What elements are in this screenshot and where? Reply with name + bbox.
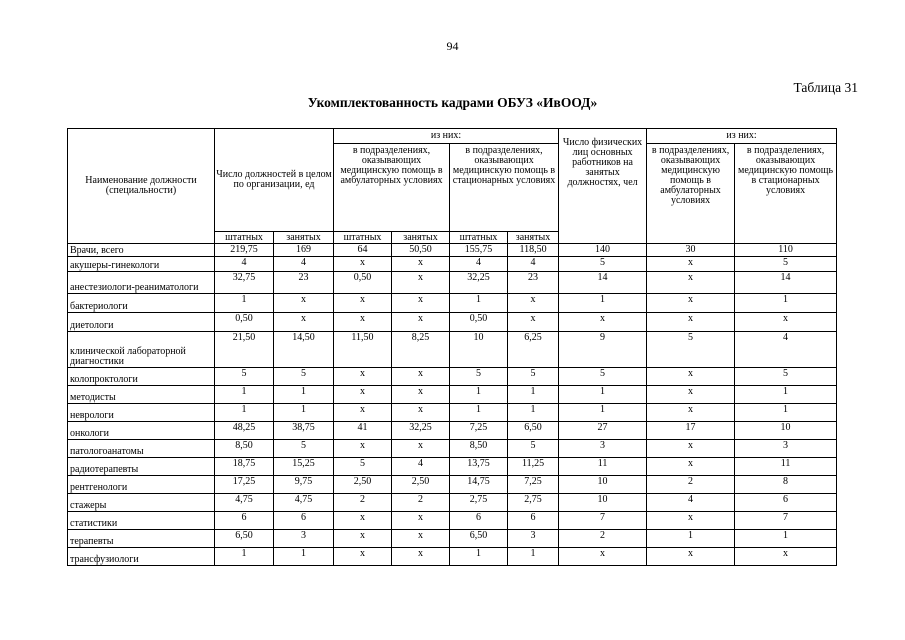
table-cell: 7,25 bbox=[450, 422, 508, 440]
table-cell: х bbox=[647, 458, 735, 476]
table-cell: х bbox=[392, 440, 450, 458]
table-cell: 8,50 bbox=[450, 440, 508, 458]
table-cell: 11,25 bbox=[508, 458, 559, 476]
table-cell: х bbox=[735, 313, 837, 332]
table-cell: 4,75 bbox=[274, 494, 334, 512]
table-row bbox=[68, 257, 837, 272]
table-cell: 27 bbox=[559, 422, 647, 440]
table-cell: 2,50 bbox=[392, 476, 450, 494]
table-cell: х bbox=[392, 257, 450, 272]
table-cell: 1 bbox=[215, 404, 274, 422]
table-cell: 7 bbox=[559, 512, 647, 530]
header-position-name: Наименование должности (специальности) bbox=[68, 129, 215, 244]
table-row bbox=[68, 272, 837, 294]
table-row bbox=[68, 548, 837, 566]
table-row bbox=[68, 404, 837, 422]
table-row bbox=[68, 422, 837, 440]
table-cell: 169 bbox=[274, 244, 334, 257]
table-row bbox=[68, 332, 837, 368]
table-cell: 1 bbox=[647, 530, 735, 548]
table-cell: 1 bbox=[274, 548, 334, 566]
table-cell: 6 bbox=[274, 512, 334, 530]
table-row bbox=[68, 494, 837, 512]
table-cell: 2,75 bbox=[508, 494, 559, 512]
table-cell: 11 bbox=[735, 458, 837, 476]
header-outpatient: в подразделениях, оказывающих медицинскую помощь в амбулаторных условиях bbox=[334, 144, 450, 232]
table-cell: 155,75 bbox=[450, 244, 508, 257]
table-cell: х bbox=[647, 368, 735, 386]
table-cell: 6,50 bbox=[215, 530, 274, 548]
table-cell: 4 bbox=[647, 494, 735, 512]
table-cell: 1 bbox=[450, 548, 508, 566]
table-cell: 8,50 bbox=[215, 440, 274, 458]
row-position-name: диетологи bbox=[68, 313, 215, 332]
table-cell: 6 bbox=[215, 512, 274, 530]
table-cell: 1 bbox=[450, 404, 508, 422]
row-position-name: методисты bbox=[68, 386, 215, 404]
table-cell: х bbox=[392, 294, 450, 313]
table-cell: 0,50 bbox=[215, 313, 274, 332]
table-cell: 2 bbox=[334, 494, 392, 512]
table-cell: х bbox=[334, 440, 392, 458]
table-cell: 7,25 bbox=[508, 476, 559, 494]
table-header bbox=[68, 129, 837, 244]
table-cell: 38,75 bbox=[274, 422, 334, 440]
table-cell: х bbox=[334, 294, 392, 313]
table-row bbox=[68, 368, 837, 386]
table-cell: 3 bbox=[274, 530, 334, 548]
table-cell: 50,50 bbox=[392, 244, 450, 257]
table-cell: х bbox=[334, 512, 392, 530]
row-position-name: терапевты bbox=[68, 530, 215, 548]
table-cell: 8 bbox=[735, 476, 837, 494]
table-cell: 5 bbox=[274, 368, 334, 386]
table-cell: 6,50 bbox=[508, 422, 559, 440]
table-cell: 1 bbox=[735, 404, 837, 422]
table-row bbox=[68, 244, 837, 257]
table-cell: 10 bbox=[559, 476, 647, 494]
table-label: Таблица 31 bbox=[793, 80, 858, 95]
page-number: 94 bbox=[446, 39, 459, 53]
table-cell: х bbox=[274, 294, 334, 313]
row-position-name: бактериологи bbox=[68, 294, 215, 313]
table-cell: 1 bbox=[559, 404, 647, 422]
table-cell: 3 bbox=[735, 440, 837, 458]
table-cell: 11 bbox=[559, 458, 647, 476]
table-cell: 48,25 bbox=[215, 422, 274, 440]
table-cell: 1 bbox=[508, 404, 559, 422]
table-cell: 5 bbox=[508, 368, 559, 386]
table-cell: 5 bbox=[559, 368, 647, 386]
table-cell: 140 bbox=[559, 244, 647, 257]
table-cell: 2 bbox=[392, 494, 450, 512]
header-persons-inpatient: в подразделениях, оказывающих медицинскую помощь в стационарных условиях bbox=[735, 144, 837, 244]
table-cell: х bbox=[647, 313, 735, 332]
table-row bbox=[68, 476, 837, 494]
table-cell: 15,25 bbox=[274, 458, 334, 476]
table-cell: 2,50 bbox=[334, 476, 392, 494]
row-position-name: статистики bbox=[68, 512, 215, 530]
table-cell: х bbox=[647, 440, 735, 458]
table-cell: 21,50 bbox=[215, 332, 274, 368]
table-cell: х bbox=[334, 530, 392, 548]
table-cell: х bbox=[334, 404, 392, 422]
subheader-staff: штатных bbox=[450, 232, 508, 244]
row-position-name: онкологи bbox=[68, 422, 215, 440]
table-cell: 32,75 bbox=[215, 272, 274, 294]
table-cell: 1 bbox=[735, 294, 837, 313]
row-position-name: неврологи bbox=[68, 404, 215, 422]
table-cell: 110 bbox=[735, 244, 837, 257]
table-cell: 1 bbox=[559, 294, 647, 313]
header-inpatient: в подразделениях, оказывающих медицинскую помощь в стационарных условиях bbox=[450, 144, 559, 232]
table-cell: 5 bbox=[559, 257, 647, 272]
table-cell: 4 bbox=[274, 257, 334, 272]
table-cell: х bbox=[334, 548, 392, 566]
table-cell: 14,75 bbox=[450, 476, 508, 494]
table-cell: 30 bbox=[647, 244, 735, 257]
table-cell: 1 bbox=[559, 386, 647, 404]
table-cell: 4 bbox=[392, 458, 450, 476]
header-persons: Число физических лиц основных работников на занятых должностях, чел bbox=[559, 129, 647, 244]
row-position-name: радиотерапевты bbox=[68, 458, 215, 476]
table-body bbox=[68, 244, 837, 566]
table-cell: х bbox=[508, 313, 559, 332]
table-cell: 5 bbox=[215, 368, 274, 386]
header-persons-outpatient: в подразделениях, оказывающих медицинскую помощь в амбулаторных условиях bbox=[647, 144, 735, 244]
table-cell: х bbox=[392, 548, 450, 566]
table-cell: 32,25 bbox=[392, 422, 450, 440]
table-cell: 3 bbox=[559, 440, 647, 458]
table-cell: 4 bbox=[735, 332, 837, 368]
table-row bbox=[68, 440, 837, 458]
table-cell: х bbox=[334, 313, 392, 332]
table-cell: х bbox=[392, 272, 450, 294]
table-cell: 5 bbox=[735, 257, 837, 272]
row-position-name: стажеры bbox=[68, 494, 215, 512]
table-cell: 6,50 bbox=[450, 530, 508, 548]
table-cell: х bbox=[392, 404, 450, 422]
table-cell: 6 bbox=[508, 512, 559, 530]
table-cell: 3 bbox=[508, 530, 559, 548]
table-cell: 4 bbox=[508, 257, 559, 272]
table-cell: 5 bbox=[735, 368, 837, 386]
table-cell: 1 bbox=[450, 386, 508, 404]
table-cell: 14 bbox=[559, 272, 647, 294]
table-cell: 4,75 bbox=[215, 494, 274, 512]
table-cell: 1 bbox=[215, 386, 274, 404]
table-row bbox=[68, 313, 837, 332]
table-cell: х bbox=[334, 386, 392, 404]
subheader-occupied: занятых bbox=[508, 232, 559, 244]
table-cell: 2 bbox=[559, 530, 647, 548]
row-position-name: патологоанатомы bbox=[68, 440, 215, 458]
table-cell: 5 bbox=[508, 440, 559, 458]
subheader-staff: штатных bbox=[334, 232, 392, 244]
table-cell: 2,75 bbox=[450, 494, 508, 512]
table-cell: х bbox=[274, 313, 334, 332]
table-cell: 4 bbox=[450, 257, 508, 272]
table-cell: 1 bbox=[274, 386, 334, 404]
table-cell: 11,50 bbox=[334, 332, 392, 368]
table-cell: х bbox=[392, 313, 450, 332]
table-cell: х bbox=[647, 548, 735, 566]
table-cell: 9 bbox=[559, 332, 647, 368]
table-cell: 23 bbox=[274, 272, 334, 294]
table-cell: 8,25 bbox=[392, 332, 450, 368]
table-cell: 1 bbox=[274, 404, 334, 422]
table-cell: х bbox=[647, 512, 735, 530]
table-cell: 13,75 bbox=[450, 458, 508, 476]
row-position-name: рентгенологи bbox=[68, 476, 215, 494]
table-cell: 1 bbox=[215, 548, 274, 566]
table-cell: 1 bbox=[215, 294, 274, 313]
table-cell: х bbox=[647, 386, 735, 404]
row-position-name: акушеры-гинекологи bbox=[68, 257, 215, 272]
table-row bbox=[68, 458, 837, 476]
row-position-name: колопроктологи bbox=[68, 368, 215, 386]
table-cell: 23 bbox=[508, 272, 559, 294]
table-cell: х bbox=[647, 257, 735, 272]
table-cell: 18,75 bbox=[215, 458, 274, 476]
table-cell: 1 bbox=[508, 386, 559, 404]
table-cell: 32,25 bbox=[450, 272, 508, 294]
table-cell: х bbox=[647, 272, 735, 294]
table-cell: 41 bbox=[334, 422, 392, 440]
table-row bbox=[68, 294, 837, 313]
table-cell: 10 bbox=[735, 422, 837, 440]
table-cell: 5 bbox=[647, 332, 735, 368]
table-cell: 6 bbox=[735, 494, 837, 512]
table-cell: 14 bbox=[735, 272, 837, 294]
table-cell: 7 bbox=[735, 512, 837, 530]
header-total-positions: Число должностей в целом по организации, ед bbox=[215, 129, 334, 232]
table-cell: 1 bbox=[508, 548, 559, 566]
table-cell: 10 bbox=[450, 332, 508, 368]
subheader-staff: штатных bbox=[215, 232, 274, 244]
table-cell: 6 bbox=[450, 512, 508, 530]
table-cell: х bbox=[334, 257, 392, 272]
table-cell: 1 bbox=[735, 386, 837, 404]
table-cell: х bbox=[647, 294, 735, 313]
subheader-occupied: занятых bbox=[392, 232, 450, 244]
table-cell: 4 bbox=[215, 257, 274, 272]
table-cell: 5 bbox=[450, 368, 508, 386]
table-row bbox=[68, 512, 837, 530]
header-of-them-1: из них: bbox=[334, 129, 559, 144]
table-cell: 17 bbox=[647, 422, 735, 440]
table-cell: 6,25 bbox=[508, 332, 559, 368]
table-cell: 2 bbox=[647, 476, 735, 494]
table-cell: 14,50 bbox=[274, 332, 334, 368]
header-of-them-2: из них: bbox=[647, 129, 837, 144]
staffing-table bbox=[67, 128, 837, 566]
table-cell: х bbox=[508, 294, 559, 313]
row-position-name: трансфузиологи bbox=[68, 548, 215, 566]
table-cell: х bbox=[735, 548, 837, 566]
table-cell: 9,75 bbox=[274, 476, 334, 494]
table-cell: х bbox=[334, 368, 392, 386]
table-cell: 17,25 bbox=[215, 476, 274, 494]
row-position-name: анестезиологи-реаниматологи bbox=[68, 272, 215, 294]
table-cell: 1 bbox=[735, 530, 837, 548]
row-position-name: Врачи, всего bbox=[68, 244, 215, 257]
table-cell: х bbox=[392, 512, 450, 530]
table-row bbox=[68, 530, 837, 548]
table-cell: 219,75 bbox=[215, 244, 274, 257]
table-cell: х bbox=[647, 404, 735, 422]
table-cell: 10 bbox=[559, 494, 647, 512]
table-cell: х bbox=[559, 313, 647, 332]
table-cell: 0,50 bbox=[450, 313, 508, 332]
table-cell: 118,50 bbox=[508, 244, 559, 257]
table-title: Укомплектованность кадрами ОБУЗ «ИвООД» bbox=[307, 95, 598, 110]
table-row bbox=[68, 386, 837, 404]
table-cell: 0,50 bbox=[334, 272, 392, 294]
table-cell: 1 bbox=[450, 294, 508, 313]
row-position-name: клинической лабораторной диагностики bbox=[68, 332, 215, 368]
table-cell: х bbox=[392, 386, 450, 404]
subheader-occupied: занятых bbox=[274, 232, 334, 244]
table-cell: х bbox=[392, 530, 450, 548]
table-cell: х bbox=[559, 548, 647, 566]
table-cell: х bbox=[392, 368, 450, 386]
table-cell: 5 bbox=[274, 440, 334, 458]
table-cell: 64 bbox=[334, 244, 392, 257]
table-cell: 5 bbox=[334, 458, 392, 476]
